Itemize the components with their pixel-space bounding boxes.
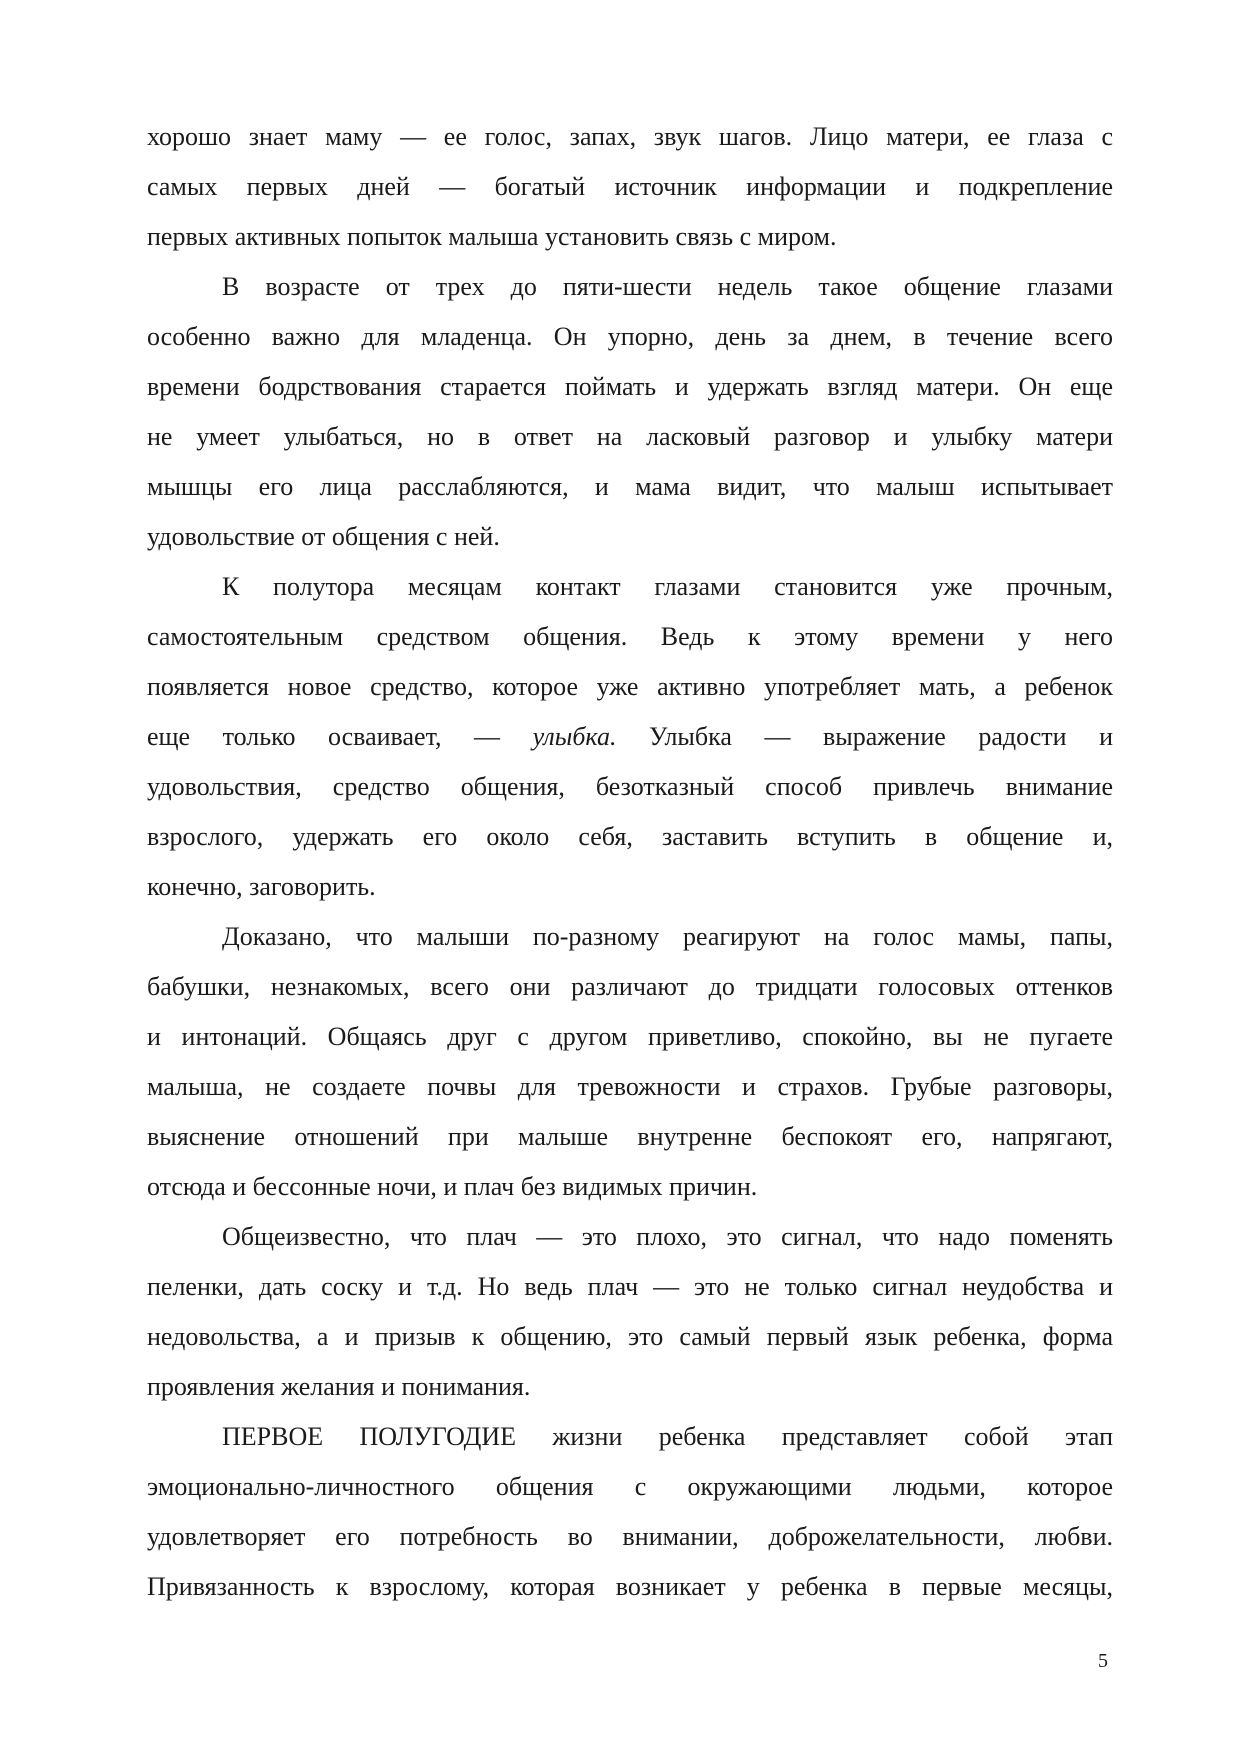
text-line: удовольствие от общения с ней.: [147, 522, 500, 551]
text-line: мышцы его лица расслабляются, и мама видит, что малыш испытывает: [147, 472, 1113, 501]
text-line: ПЕРВОЕ ПОЛУГОДИЕ жизни ребенка представляет собой этап: [222, 1422, 1113, 1451]
text-line: бабушки, незнакомых, всего они различают до тридцати голосовых оттенков: [147, 972, 1113, 1001]
paragraph: [147, 912, 1113, 1212]
text-line: проявления желания и понимания.: [147, 1372, 531, 1401]
document-page: [147, 112, 1113, 1612]
text-line: выяснение отношений при малыше внутренне беспокоят его, напрягают,: [147, 1122, 1113, 1151]
italic-emphasis: улыбка.: [532, 722, 617, 751]
text-line: недовольства, а и призыв к общению, это самый первый язык ребенка, форма: [147, 1322, 1113, 1351]
paragraph: [147, 112, 1113, 262]
text-line: удовлетворяет его потребность во внимании, доброжелательности, любви.: [147, 1522, 1113, 1551]
text-line: не умеет улыбаться, но в ответ на ласковый разговор и улыбку матери: [147, 422, 1113, 451]
text-line: и интонаций. Общаясь друг с другом приветливо, спокойно, вы не пугаете: [147, 1022, 1113, 1051]
text-line: времени бодрствования старается поймать и удержать взгляд матери. Он еще: [147, 372, 1113, 401]
paragraph: [147, 562, 1113, 912]
text-segment: Улыбка — выражение радости и: [616, 722, 1114, 751]
text-line: Общеизвестно, что плач — это плохо, это сигнал, что надо поменять: [222, 1222, 1113, 1251]
text-line: самых первых дней — богатый источник информации и подкрепление: [147, 172, 1113, 201]
text-line: [147, 712, 1113, 762]
text-line: Привязанность к взрослому, которая возникает у ребенка в первые месяцы,: [147, 1572, 1113, 1601]
paragraph: [147, 1412, 1113, 1612]
paragraph: [147, 262, 1113, 562]
text-line: особенно важно для младенца. Он упорно, день за днем, в течение всего: [147, 322, 1113, 351]
text-line: пеленки, дать соску и т.д. Но ведь плач — это не только сигнал неудобства и: [147, 1272, 1113, 1301]
text-line: К полутора месяцам контакт глазами становится уже прочным,: [222, 572, 1113, 601]
text-line: отсюда и бессонные ночи, и плач без видимых причин.: [147, 1172, 758, 1201]
text-line: взрослого, удержать его около себя, заставить вступить в общение и,: [147, 822, 1113, 851]
text-line: хорошо знает маму — ее голос, запах, звук шагов. Лицо матери, ее глаза с: [147, 122, 1113, 151]
text-line: удовольствия, средство общения, безотказный способ привлечь внимание: [147, 772, 1113, 801]
text-line: В возрасте от трех до пяти-шести недель такое общение глазами: [222, 272, 1113, 301]
text-segment: еще только осваивает, —: [147, 722, 533, 751]
text-line: Доказано, что малыши по-разному реагируют на голос мамы, папы,: [222, 922, 1113, 951]
text-line: появляется новое средство, которое уже активно употребляет мать, а ребенок: [147, 672, 1113, 701]
text-line: эмоционально-личностного общения с окружающими людьми, которое: [147, 1472, 1113, 1501]
text-line: самостоятельным средством общения. Ведь к этому времени у него: [147, 622, 1113, 651]
text-line: конечно, заговорить.: [147, 872, 376, 901]
text-line: малыша, не создаете почвы для тревожности и страхов. Грубые разговоры,: [147, 1072, 1113, 1101]
paragraph: [147, 1212, 1113, 1412]
page-number: 5: [1098, 1650, 1108, 1672]
text-line: первых активных попыток малыша установить связь с миром.: [147, 222, 837, 251]
